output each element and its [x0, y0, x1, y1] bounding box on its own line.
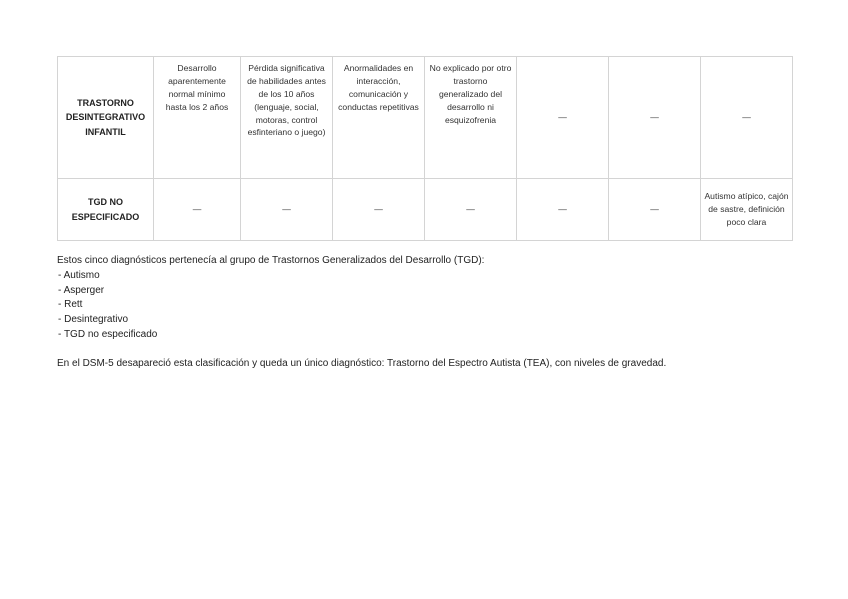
table-cell: — — [517, 179, 609, 241]
table-cell: — — [154, 179, 241, 241]
table-cell: Pérdida significativa de habilidades antes de los 10 años (lenguaje, social, motoras, control esfinteriano o juego) — [241, 57, 333, 179]
table-cell: — — [517, 57, 609, 179]
table-cell: — — [241, 179, 333, 241]
table-cell: — — [609, 179, 701, 241]
table-cell: Autismo atípico, cajón de sastre, definición poco clara — [701, 179, 793, 241]
row-heading: TGD NO ESPECIFICADO — [58, 179, 154, 241]
list-item: - Asperger — [57, 284, 817, 299]
diagnosis-table — [57, 56, 793, 241]
table-cell: — — [333, 179, 425, 241]
table-row — [58, 57, 793, 179]
notes-intro: Estos cinco diagnósticos pertenecía al grupo de Trastornos Generalizados del Desarrollo (TGD): — [57, 255, 485, 266]
list-item: - Desintegrativo — [57, 313, 817, 328]
table-cell: No explicado por otro trastorno generalizado del desarrollo ni esquizofrenia — [425, 57, 517, 179]
row-heading: TRASTORNO DESINTEGRATIVO INFANTIL — [58, 57, 154, 179]
table-cell: — — [609, 57, 701, 179]
table-cell: Anormalidades en interacción, comunicación y conductas repetitivas — [333, 57, 425, 179]
list-item: - TGD no especificado — [57, 328, 817, 343]
diagnosis-list — [57, 269, 817, 343]
list-item: - Rett — [57, 298, 817, 313]
table-row — [58, 179, 793, 241]
notes-section — [57, 254, 817, 372]
table-cell: — — [425, 179, 517, 241]
table-cell: — — [701, 57, 793, 179]
table-cell: Desarrollo aparentemente normal mínimo hasta los 2 años — [154, 57, 241, 179]
dsm5-note: En el DSM-5 desapareció esta clasificación y queda un único diagnóstico: Trastorno del Espectro Autista (TEA), con niveles de gravedad. — [57, 357, 667, 369]
list-item: - Autismo — [57, 269, 817, 284]
